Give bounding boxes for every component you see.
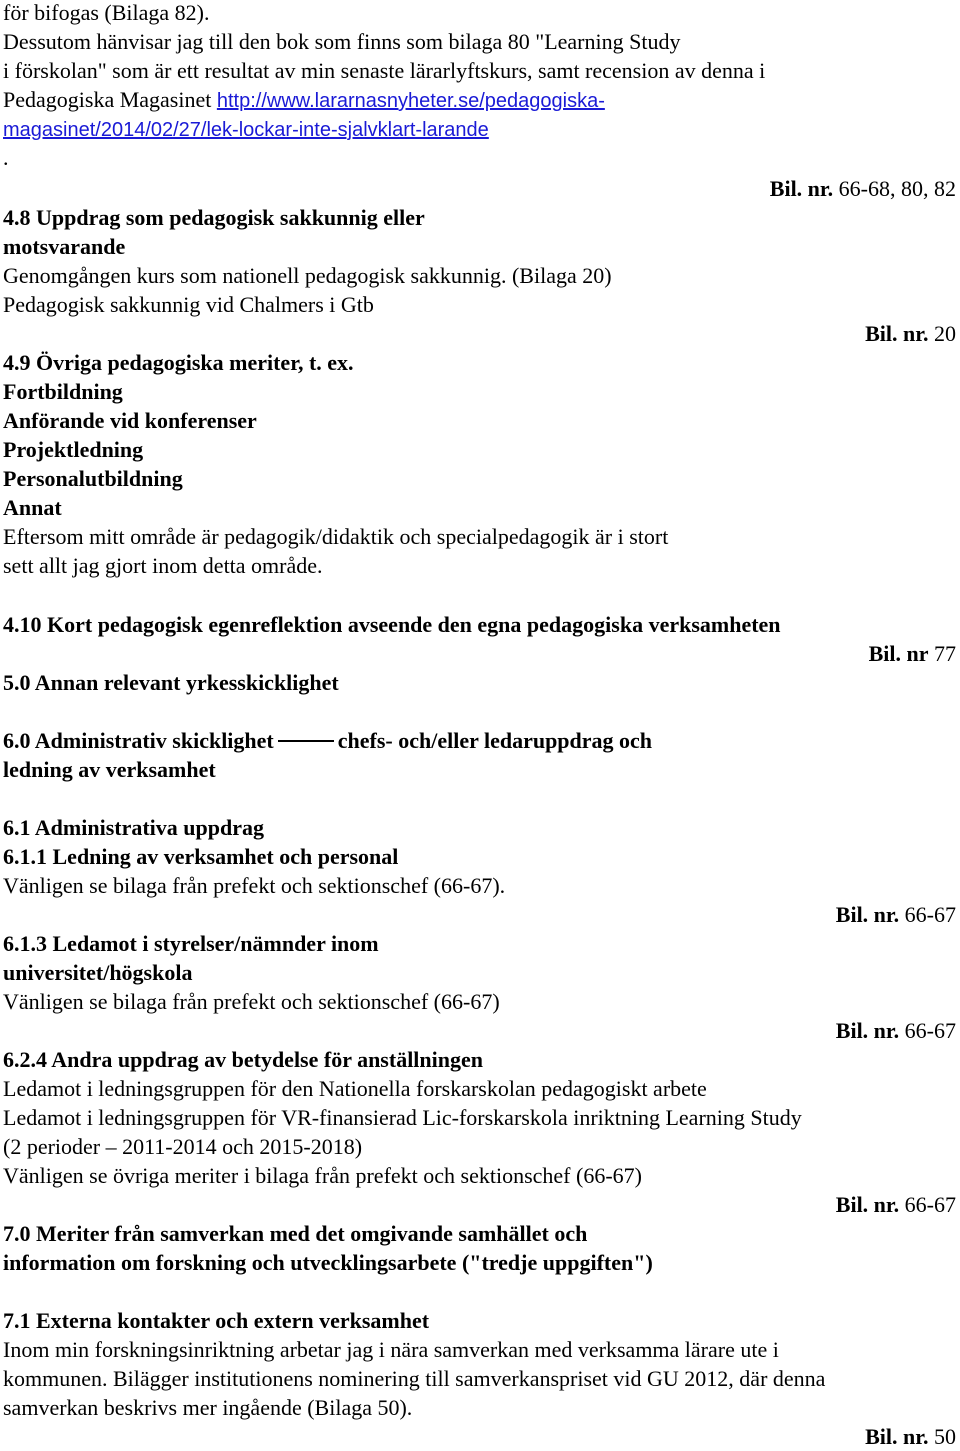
bil-ref-1 [770,174,956,203]
heading-6-0-line-1 [3,726,652,755]
bil-ref-7-label: Bil. nr. [865,1424,929,1449]
heading-6-1-1: 6.1.1 Ledning av verksamhet och personal [3,844,399,869]
section-7-1-line-1: Inom min forskningsinriktning arbetar jag i nära samverkan med verksamma lärare ute i [3,1337,779,1362]
heading-6-1-3-line-2: universitet/högskola [3,960,193,985]
section-4-9-line-1: Eftersom mitt område är pedagogik/didaktik och specialpedagogik är i stort [3,524,669,549]
intro-dot: . [3,145,9,170]
bil-ref-3 [869,639,956,668]
bil-ref-7 [865,1422,956,1451]
intro-line-4-text: Pedagogiska Magasinet [3,87,217,112]
list-item-4-9-5: Annat [3,495,62,520]
bil-ref-2-value: 20 [928,321,956,346]
bil-ref-6-label: Bil. nr. [835,1192,900,1217]
heading-4-8-line-2: motsvarande [3,234,126,259]
section-6-2-4-line-4: Vänligen se övriga meriter i bilaga från prefekt och sektionschef (66-67) [3,1163,642,1188]
bil-ref-2 [865,319,956,348]
list-item-4-9-2: Anförande vid konferenser [3,408,257,433]
intro-line-1: för bifogas (Bilaga 82). [3,0,210,25]
list-item-4-9-1: Fortbildning [3,379,123,404]
bil-ref-5-value: 66-67 [899,1018,956,1043]
bil-ref-4-label: Bil. nr. [835,902,900,927]
heading-7-1: 7.1 Externa kontakter och extern verksamhet [3,1308,430,1333]
section-6-2-4-line-3: (2 perioder – 2011-2014 och 2015-2018) [3,1134,363,1159]
heading-6-0-line-2: ledning av verksamhet [3,757,216,782]
bil-ref-5-label: Bil. nr. [835,1018,900,1043]
heading-4-8-line-1: 4.8 Uppdrag som pedagogisk sakkunnig eller [3,205,425,230]
bil-ref-2-label: Bil. nr. [865,321,929,346]
intro-line-3: i förskolan" som är ett resultat av min senaste lärarlyftskurs, samt recension av denna i [3,58,766,83]
intro-line-2: Dessutom hänvisar jag till den bok som finns som bilaga 80 "Learning Study [3,29,681,54]
intro-line-5 [3,114,489,143]
bil-ref-4-value: 66-67 [899,902,956,927]
bil-ref-4 [836,900,956,929]
heading-7-0-line-1: 7.0 Meriter från samverkan med det omgivande samhället och [3,1221,588,1246]
heading-4-10: 4.10 Kort pedagogisk egenreflektion avseende den egna pedagogiska verksamheten [3,612,781,637]
heading-5-0: 5.0 Annan relevant yrkesskicklighet [3,670,339,695]
bil-ref-1-label: Bil. nr. [769,176,834,201]
heading-6-1: 6.1 Administrativa uppdrag [3,815,264,840]
section-4-8-line-1: Genomgången kurs som nationell pedagogisk sakkunnig. (Bilaga 20) [3,263,612,288]
list-item-4-9-3: Projektledning [3,437,144,462]
article-link-part-2[interactable]: magasinet/2014/02/27/lek-lockar-inte-sjalvklart-larande [3,119,489,141]
heading-6-1-3-line-1: 6.1.3 Ledamot i styrelser/nämnder inom [3,931,379,956]
section-4-8-line-2: Pedagogisk sakkunnig vid Chalmers i Gtb [3,292,374,317]
bil-ref-5 [836,1016,956,1045]
section-7-1-line-3: samverkan beskrivs mer ingående (Bilaga 50). [3,1395,413,1420]
section-6-1-1-line-1: Vänligen se bilaga från prefekt och sektionschef (66-67). [3,873,506,898]
section-6-2-4-line-1: Ledamot i ledningsgruppen för den Nationella forskarskolan pedagogiskt arbete [3,1076,707,1101]
section-7-1-line-2: kommunen. Bilägger institutionens nominering till samverkanspriset vid GU 2012, där denna [3,1366,826,1391]
article-link-part-1[interactable]: http://www.lararnasnyheter.se/pedagogiska- [216,90,605,112]
bil-ref-3-label: Bil. nr [868,641,929,666]
heading-4-9: 4.9 Övriga pedagogiska meriter, t. ex. [3,350,354,375]
bil-ref-1-value: 66-68, 80, 82 [833,176,956,201]
section-6-1-3-line-1: Vänligen se bilaga från prefekt och sektionschef (66-67) [3,989,500,1014]
bil-ref-3-value: 77 [928,641,956,666]
intro-line-4 [3,85,605,114]
bil-ref-6-value: 66-67 [899,1192,956,1217]
heading-7-0-line-2: information om forskning och utvecklingsarbete ("tredje uppgiften") [3,1250,653,1275]
em-dash-rule [278,740,334,742]
heading-6-0-part-a: 6.0 Administrativ skicklighet [3,728,274,753]
heading-6-2-4: 6.2.4 Andra uppdrag av betydelse för anställningen [3,1047,484,1072]
section-4-9-line-2: sett allt jag gjort inom detta område. [3,553,323,578]
bil-ref-6 [836,1190,956,1219]
list-item-4-9-4: Personalutbildning [3,466,183,491]
section-6-2-4-line-2: Ledamot i ledningsgruppen för VR-finansierad Lic-forskarskola inriktning Learning Study [3,1105,802,1130]
heading-6-0-part-b: chefs- och/eller ledaruppdrag och [337,728,653,753]
bil-ref-7-value: 50 [928,1424,956,1449]
